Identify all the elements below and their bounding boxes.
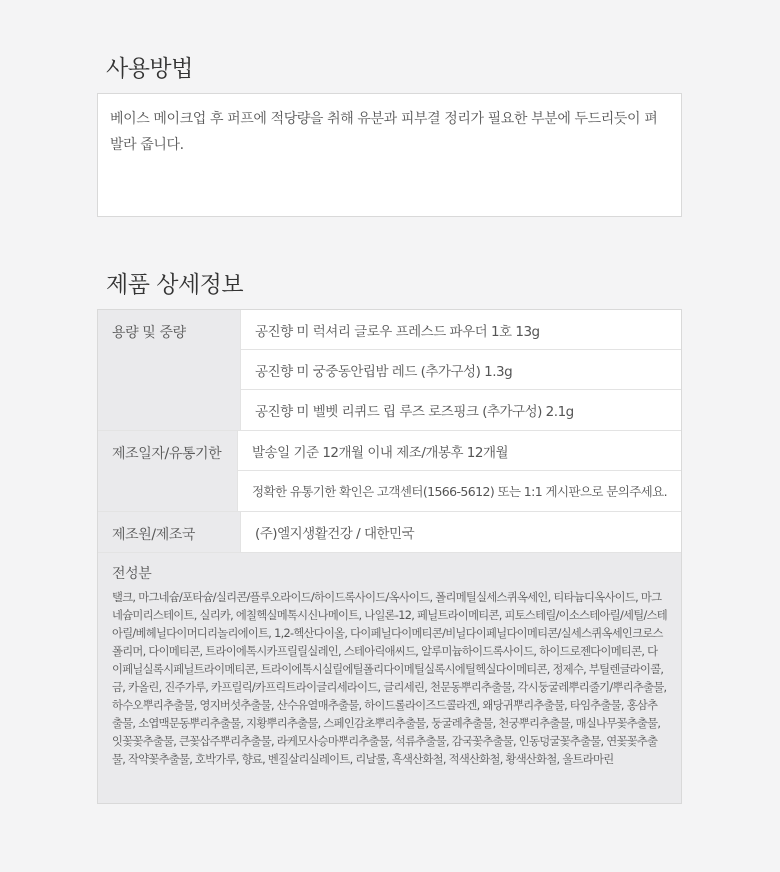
row-values [238, 431, 681, 511]
usage-description-box [97, 93, 682, 217]
value-cell: 발송일 기준 12개월 이내 제조/개봉후 12개월 [238, 431, 681, 471]
details-section-title: 제품 상세정보 [106, 272, 244, 298]
ingredients-text: 탤크, 마그네슘/포타슘/실리콘/플루오라이드/하이드록사이드/옥사이드, 폴리메틸실세스퀴옥세인, 티타늄디옥사이드, 마그네슘미리스테이트, 실리카, 에칠헥실메톡시신나메이트, 나일론-12, 페닐트라이메티콘, 피토스테릴/이소스테아릴/세틸/스테아릴/베헤닐다이머디리놀리에이트, 1,2-헥산다이올, 다이페닐다이메티콘/비닐다이페닐다이메티콘/실세스퀴옥세인크로스폴리머, 다이메티콘, 트라이에톡시카프릴릴실레인, 스테아릭애씨드, 알루미늄하이드록사이드, 하이드로젠다이메티콘, 다이페닐실록시페닐트라이메티콘, 트라이에톡시실릴에틸폴리다이메틸실록시에틸헥실다이메티콘, 정제수, 부틸렌글라이콜, 금, 카올린, 진주가루, 카프릴릭/카프릭트라이글리세라이드, 글리세린, 천문동뿌리추출물, 각시둥굴레뿌리줄기/뿌리추출물, 하수오뿌리추출물, 영지버섯추출물, 산수유열매추출물, 하이드롤라이즈드콜라겐, 왜당귀뿌리추출물, 타임추출물, 홍삼추출물, 소엽맥문동뿌리추출물, 지황뿌리추출물, 스페인감초뿌리추출물, 둥굴레추출물, 천궁뿌리추출물, 매실나무꽃추출물, 잇꽃꽃추출물, 큰꽃삽주뿌리추출물, 라케모사승마뿌리추출물, 석류추출물, 감국꽃추출물, 인동덩굴꽃추출물, 연꽃꽃추출물, 작약꽃추출물, 호박가루, 향료, 벤질살리실레이트, 리날룰, 흑색산화철, 적색산화철, 황색산화철, 울트라마린 [112, 591, 668, 766]
value-cell: 정확한 유통기한 확인은 고객센터(1566-5612) 또는 1:1 게시판으로 문의주세요. [238, 471, 681, 511]
value-cell: 공진향 미 벨벳 리퀴드 립 루즈 로즈핑크 (추가구성) 2.1g [241, 390, 681, 430]
value-cell: 공진향 미 궁중동안립밤 레드 (추가구성) 1.3g [241, 350, 681, 390]
ingredients-section [98, 553, 681, 803]
ingredients-label: 전성분 [112, 566, 152, 582]
table-row-manufacturer [98, 512, 681, 553]
row-values [241, 512, 681, 552]
value-cell: (주)엘지생활건강 / 대한민국 [241, 512, 681, 552]
product-details-table [97, 309, 682, 804]
row-values [241, 310, 681, 430]
row-label: 제조원/제조국 [98, 512, 241, 552]
usage-section-title: 사용방법 [106, 56, 193, 82]
usage-description-text: 베이스 메이크업 후 퍼프에 적당량을 취해 유분과 피부결 정리가 필요한 부분에 두드리듯이 펴 발라 줍니다. [110, 111, 658, 153]
row-label: 용량 및 중량 [98, 310, 241, 430]
row-label: 제조일자/유통기한 [98, 431, 238, 511]
table-row-expiry [98, 431, 681, 512]
value-cell: 공진향 미 럭셔리 글로우 프레스드 파우더 1호 13g [241, 310, 681, 350]
table-row-capacity [98, 310, 681, 431]
